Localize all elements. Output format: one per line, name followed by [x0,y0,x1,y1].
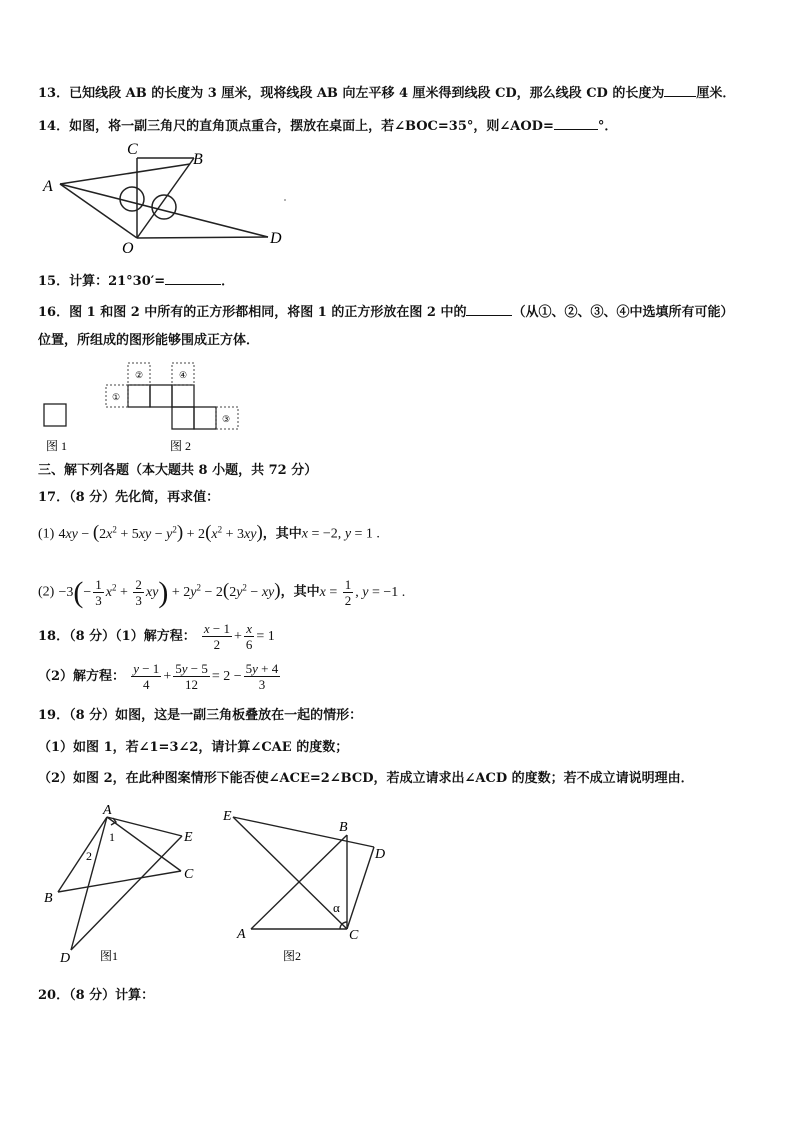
q14-edge-ao [60,184,137,238]
q19f1-label-a: A [103,803,112,818]
q13-answer-blank[interactable] [664,84,696,97]
q20-text: 20．（8 分）计算： [38,988,155,1003]
q19f2-label-c: C [349,928,359,943]
q16-fig2-square-d [172,407,194,429]
q16-position-4-label: ④ [179,370,188,380]
q17-1-expression: $4xy - (2x^2 + 5xy - y^2) + 2(x^2 + 3xy)$ [58,521,263,543]
question-16-line-2 [38,333,259,349]
q16-fig2-square-c [172,385,194,407]
q15-text: 15．计算：21°30′= [38,274,166,289]
question-20 [38,988,154,1004]
q19f1-edge-ad [71,817,107,950]
q19f1-label-b: B [44,891,53,906]
q17-part-1 [38,521,380,543]
section-3-heading [38,463,317,479]
q14-edge-od [137,237,268,238]
q15-text-end: ． [221,274,235,289]
q19f2-edge-ed [233,817,374,847]
q19f1-edge-ac [107,817,181,871]
q19-1-text: （1）如图 1，若∠1=3∠2，请计算∠CAE 的度数； [38,740,349,755]
q16-position-2-label: ② [135,370,144,380]
q14-answer-blank[interactable] [554,117,598,130]
q14-hole-1 [120,187,144,211]
section-3-title: 三、解下列各题（本大题共 8 小题，共 72 分） [38,463,318,478]
q14-edge-ob [137,158,194,238]
question-15 [38,272,234,290]
q17-text: 17．（8 分）先化简，再求值： [38,490,220,505]
q19f1-edge-ae [107,817,182,836]
question-14 [38,117,617,135]
q16-answer-blank[interactable] [466,303,512,316]
q17-part-2 [38,567,405,613]
q19f2-label-b: B [339,820,348,835]
q19f1-edge-bc [58,871,181,892]
q16-position-1-label: ① [112,392,121,402]
q19f1-label-e: E [184,830,193,845]
q17-2-values: x = $\frac{1}{2}$ , y = −1 . [319,576,406,608]
q15-answer-blank[interactable] [165,272,221,285]
q19f2-alpha: α [333,900,340,915]
q14-hole-2 [152,195,176,219]
q19f1-caption: 图1 [100,949,119,963]
q17-1-prefix: (1) [38,526,55,542]
q17-1-values: x = −2, y = 1 . [301,526,380,542]
q14-label-d: D [270,230,282,247]
q14-label-o: O [122,240,134,257]
q16-fig2-caption: 图 2 [170,439,192,453]
q16-fig2-square-a [128,385,150,407]
q19-figure-2 [215,800,395,970]
q19f2-label-a: A [237,927,246,942]
q14-text-end: °． [597,119,618,134]
q16-fig1-square [44,404,66,426]
question-13 [38,84,735,102]
q19f2-label-e: E [223,809,232,824]
q16-text: 16．图 1 和图 2 中所有的正方形都相同，将图 1 的正方形放在图 2 中的 [38,305,467,320]
q19f1-edge-ab [58,817,107,892]
question-17 [38,490,219,506]
q17-1-condition: ，其中 [262,526,302,542]
q14-text: 14．如图，将一副三角尺的直角顶点重合，摆放在桌面上，若∠BOC=35°，则∠AOD= [38,119,554,134]
question-18-part-1 [38,620,275,654]
q19-figure-1 [38,800,218,970]
q14-edge-ab [60,164,190,184]
question-16-line-1 [38,303,734,321]
question-19 [38,708,362,724]
q18-2-text: （2）解方程： [38,669,126,684]
q19f2-caption: 图2 [283,949,302,963]
q14-label-c: C [127,141,138,158]
q18-2-equation: $\frac{y - 1}{4}$ + $\frac{5y - 5}{12}$ = 2 − $\frac{5y + 4}{3}$ [133,661,279,693]
q14-stray-dot [284,199,286,201]
q19-2-text: （2）如图 2，在此种图案情形下能否使∠ACE=2∠BCD，若成立请求出∠ACD 的度数；若不成立请说明理由． [38,771,694,786]
q16-fig2-square-e [194,407,216,429]
q19f1-label-d: D [60,951,71,966]
q14-label-b: B [193,151,203,168]
q16-fig2-square-b [150,385,172,407]
question-19-part-2 [38,771,694,787]
question-18-part-2 [38,660,282,694]
q14-label-a: A [43,178,53,195]
q18-1-equation: $\frac{x - 1}{2}$ + $\frac{x}{6}$ = 1 [203,621,275,653]
q13-text: 13．已知线段 AB 的长度为 3 厘米，现将线段 AB 向左平移 4 厘米得到线段 CD，那么线段 CD 的长度为 [38,86,665,101]
q19-text: 19．（8 分）如图，这是一副三角板叠放在一起的情形： [38,708,363,723]
q19f1-label-c: C [184,867,194,882]
q19f1-angle-2: 2 [86,849,92,863]
q19f2-label-d: D [375,847,386,862]
q16-text-line2: 位置，所组成的图形能够围成正方体． [38,333,260,348]
q13-text-end: 厘米． [696,86,736,101]
q18-1-text: 18．（8 分）（1）解方程： [38,629,196,644]
q14-edge-ad [60,184,268,237]
q16-figure [38,360,258,455]
question-19-part-1 [38,740,348,756]
q16-text-end: （从①、②、③、④中选填所有可能） [512,305,734,320]
q19f1-angle-1: 1 [109,830,115,844]
q19f2-edge-dc [347,847,374,929]
q19f2-edge-ec [233,817,347,929]
q17-2-condition: ，其中 [280,584,320,600]
q16-fig1-caption: 图 1 [46,439,68,453]
q17-2-expression: −3(− $\frac{1}{3}$ $x^2$ + $\frac{2}{3}$ $xy) + 2y^2 - 2(2y^2 - xy)$ [58,575,281,609]
q14-figure [38,136,298,258]
q17-2-prefix: (2) [38,584,55,600]
q16-position-3-label: ③ [222,414,231,424]
